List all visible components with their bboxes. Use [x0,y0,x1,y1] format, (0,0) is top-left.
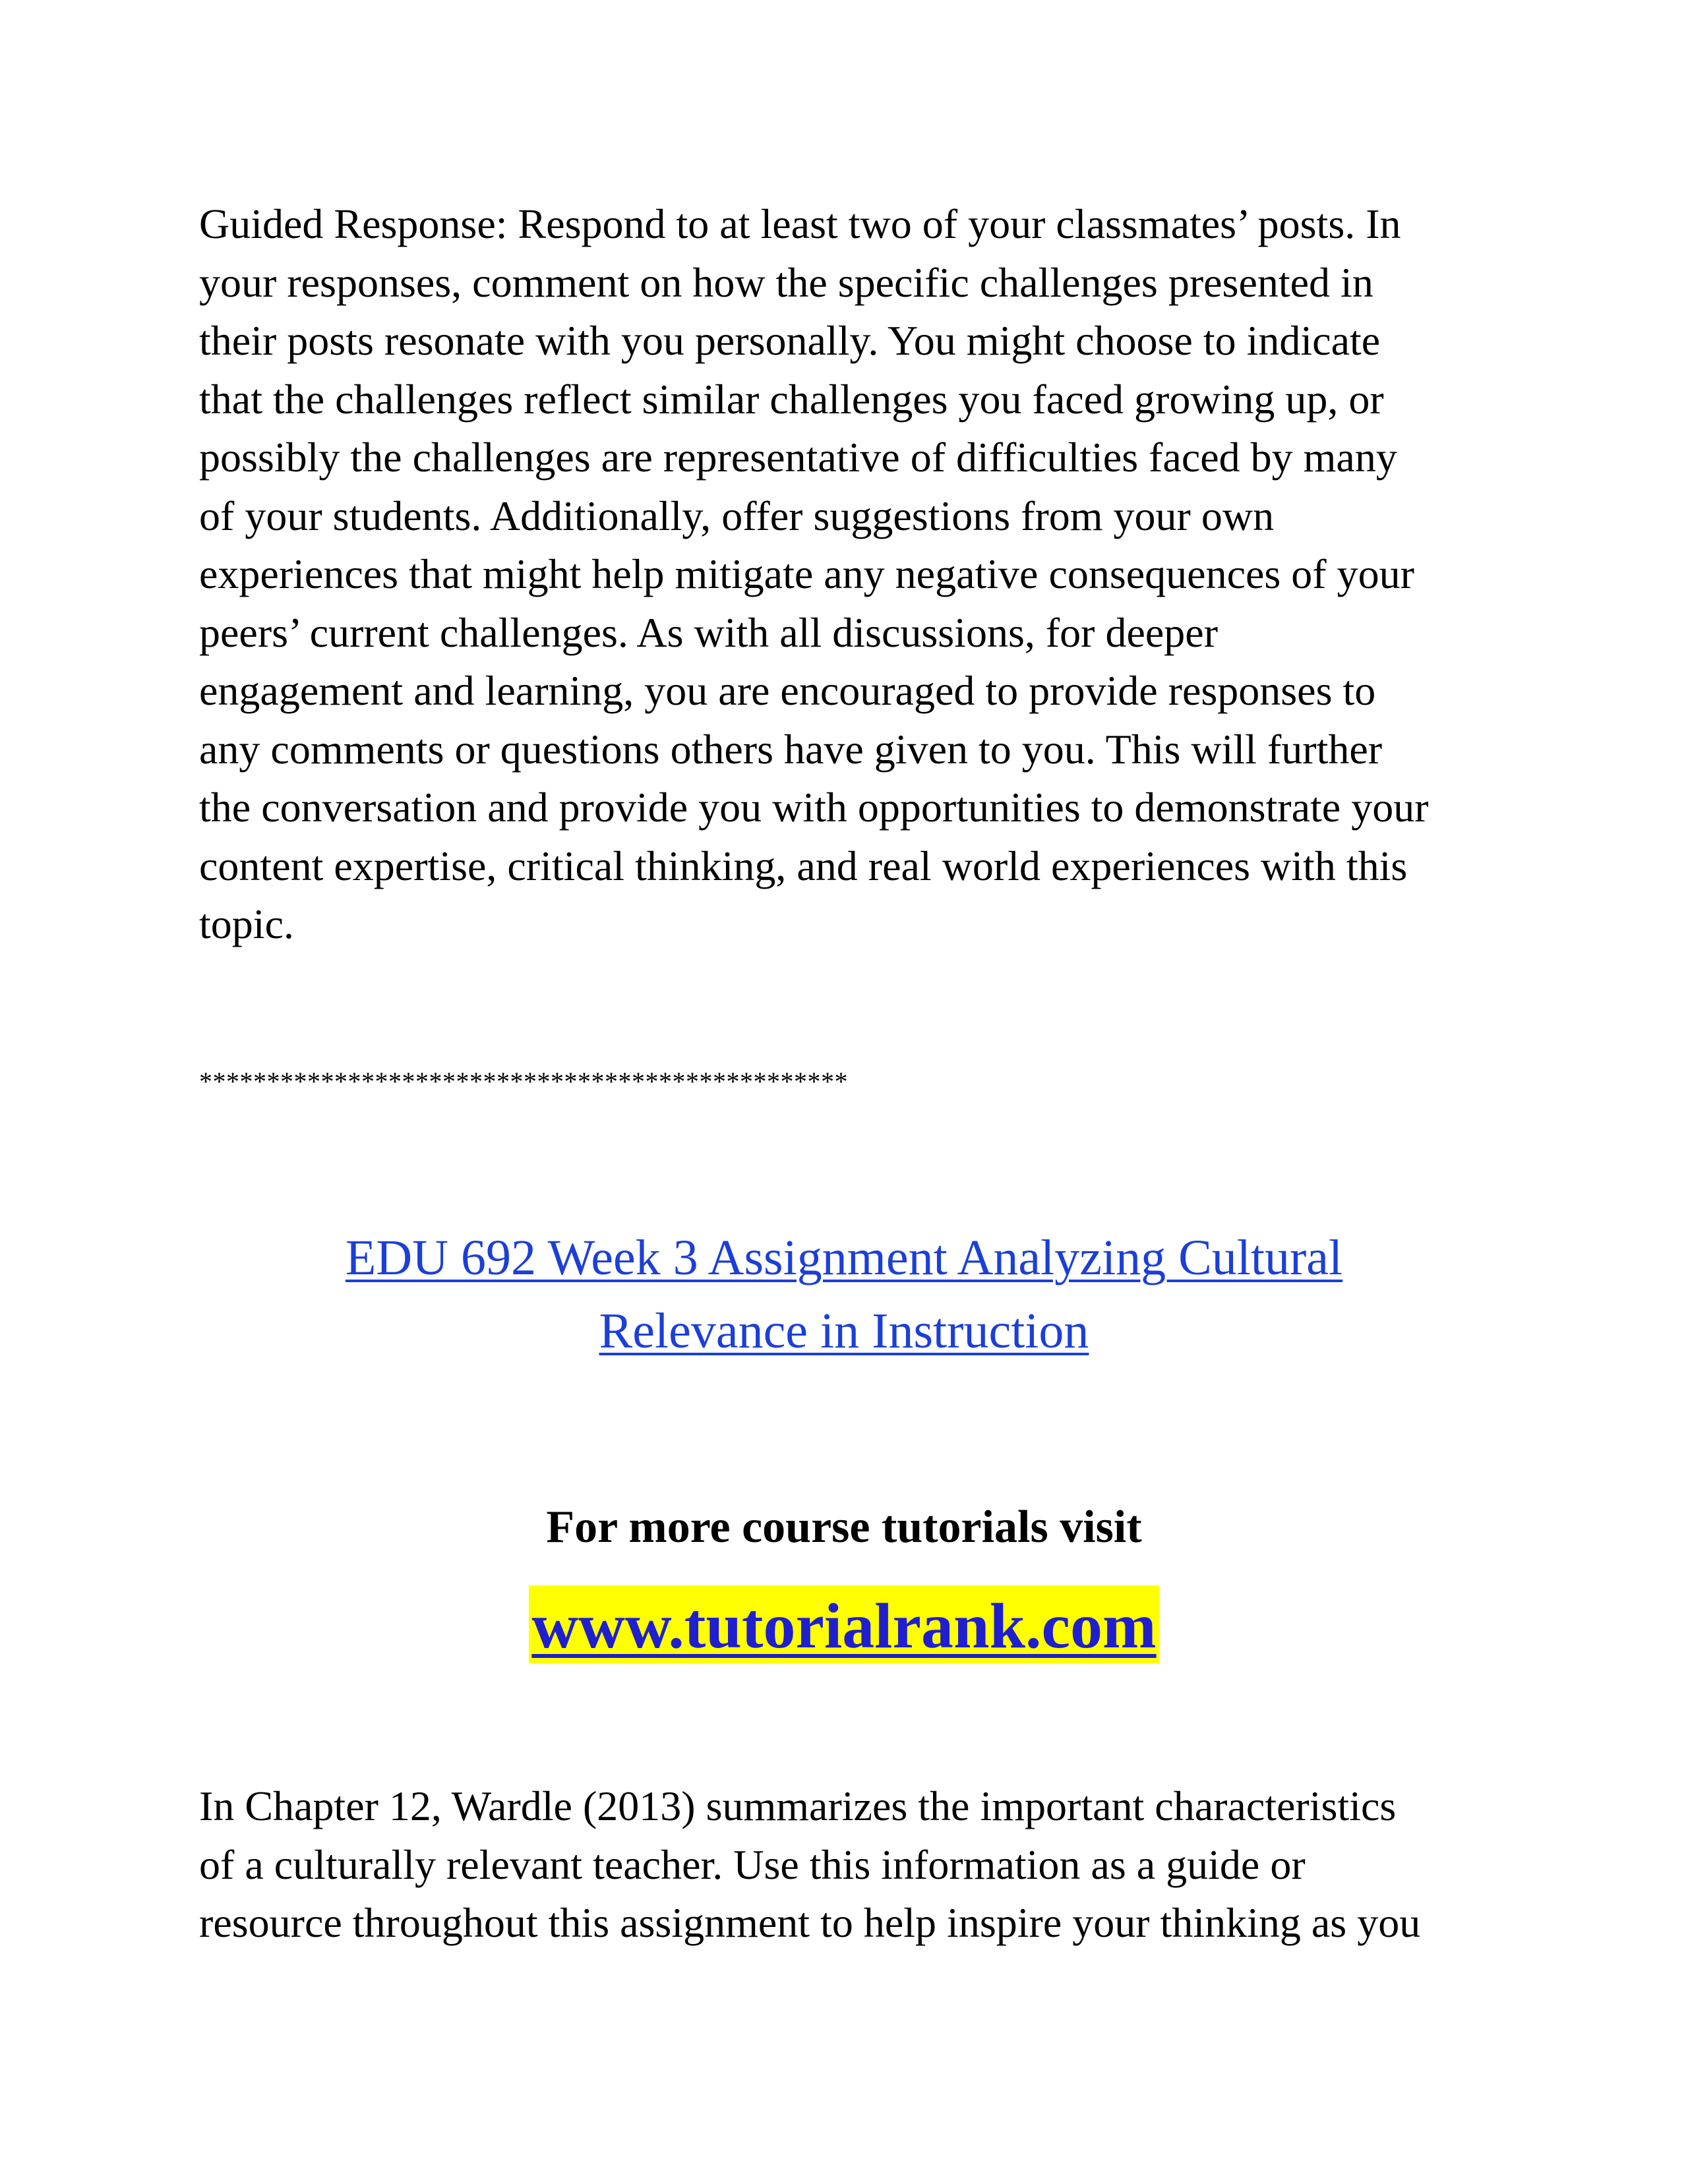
assignment-title-line: EDU 692 Week 3 Assignment Analyzing Cultural [345,1230,1343,1285]
paragraph-line: that the challenges reflect similar challenges you faced growing up, or [199,375,1384,423]
paragraph-line: engagement and learning, you are encouraged to provide responses to [199,667,1376,714]
assignment-title-link-block [0,1222,1688,1368]
paragraph-line: your responses, comment on how the specific challenges presented in [199,258,1373,306]
paragraph-line: peers’ current challenges. As with all discussions, for deeper [199,608,1218,656]
paragraph-line: any comments or questions others have given to you. This will further [199,725,1383,773]
paragraph-line: possibly the challenges are representative of difficulties faced by many [199,434,1397,481]
paragraph-line: content expertise, critical thinking, and real world experiences with this [199,842,1408,889]
promo-url-link[interactable]: www.tutorialrank.com [529,1585,1159,1663]
paragraph-line: Guided Response: Respond to at least two of your classmates’ posts. In [199,200,1401,247]
paragraph-line: topic. [199,900,294,947]
paragraph-line: In Chapter 12, Wardle (2013) summarizes the important characteristics [199,1783,1397,1829]
paragraph-line: the conversation and provide you with opportunities to demonstrate your [199,784,1429,831]
promo-heading: For more course tutorials visit [546,1502,1142,1552]
paragraph-line: resource throughout this assignment to help inspire your thinking as you [199,1899,1421,1946]
paragraph-line: their posts resonate with you personally. You might choose to indicate [199,317,1381,364]
promo-url-block [0,1585,1688,1663]
guided-response-paragraph [199,195,1511,954]
assignment-title-link[interactable] [0,1222,1688,1368]
paragraph-line: experiences that might help mitigate any negative consequences of your [199,550,1414,597]
paragraph-line: of a culturally relevant teacher. Use this information as a guide or [199,1841,1306,1888]
asterisk-separator: ************************************************ [199,1067,848,1096]
chapter-paragraph [199,1777,1511,1953]
paragraph-line: of your students. Additionally, offer suggestions from your own [199,492,1275,539]
assignment-title-line: Relevance in Instruction [599,1303,1089,1359]
